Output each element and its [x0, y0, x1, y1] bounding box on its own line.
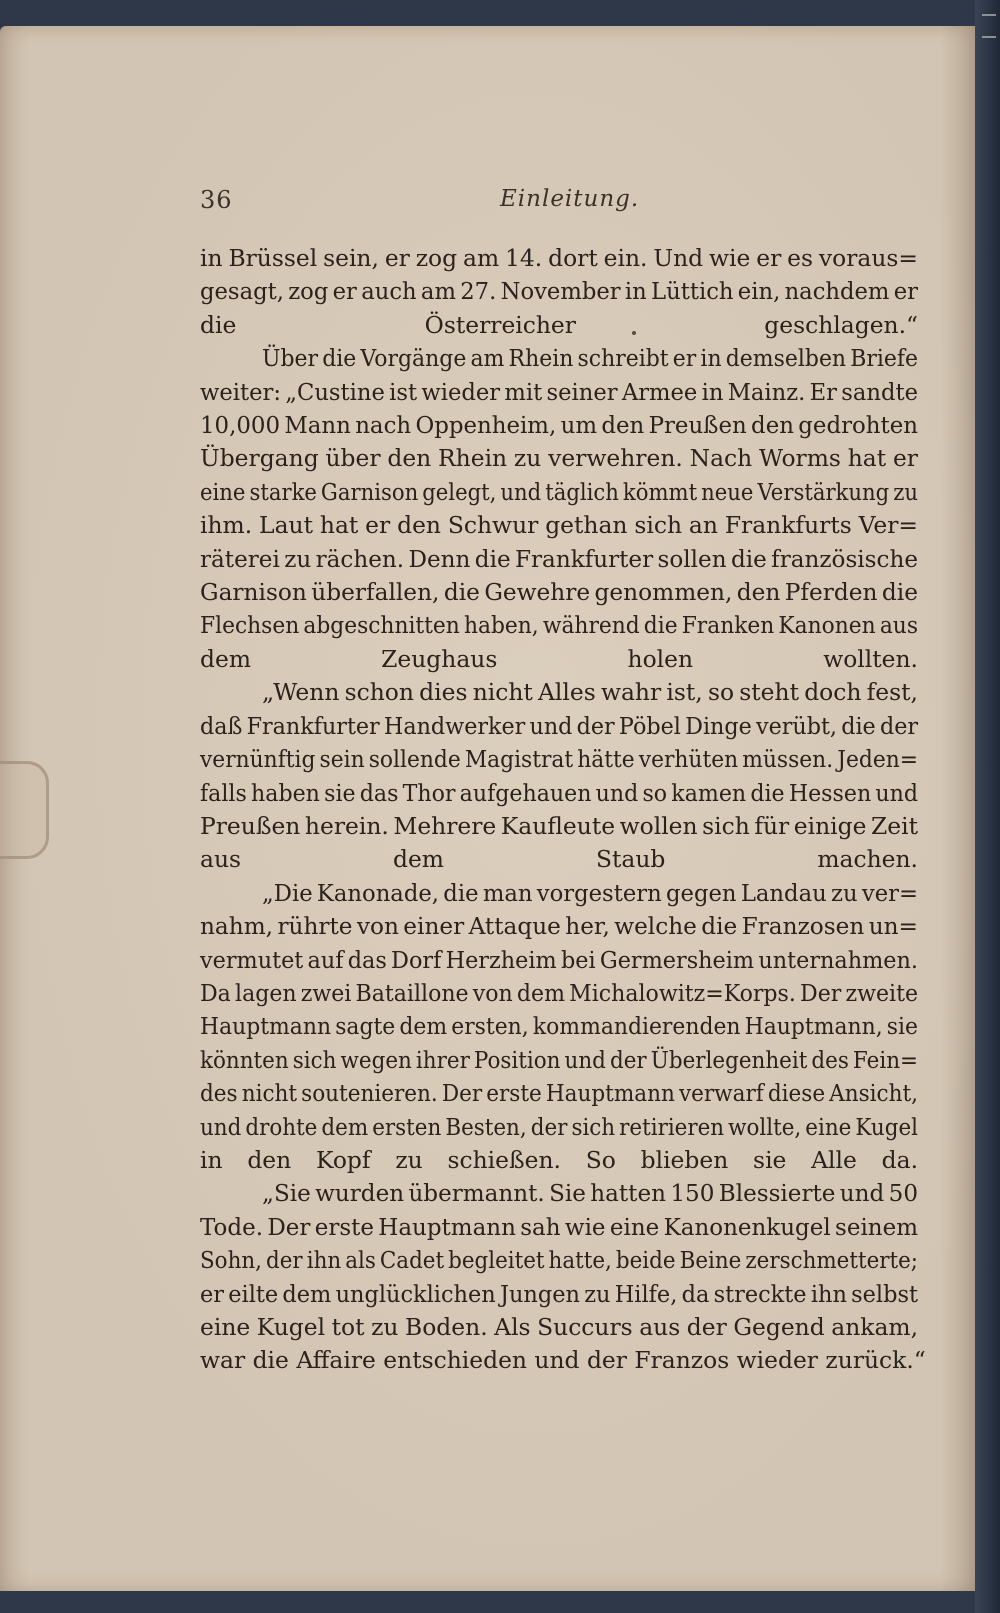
text-line: könnten sich wegen ihrer Position und der Überlegenheit des Fein=	[200, 1045, 918, 1074]
text-line: Da lagen zwei Bataillone von dem Michalowitz=Korps. Der zweite	[200, 978, 918, 1007]
text-line: daß Frankfurter Handwerker und der Pöbel Dinge verübt, die der	[200, 711, 918, 740]
page-clasp-mark	[0, 761, 49, 859]
text-line: weiter: „Custine ist wieder mit seiner Armee in Mainz. Er sandte	[200, 377, 918, 406]
text-line: „Wenn schon dies nicht Alles wahr ist, so steht doch fest,	[262, 678, 918, 707]
page-number: 36	[200, 186, 233, 214]
page-header	[200, 186, 920, 220]
text-line: gesagt, zog er auch am 27. November in Lüttich ein, nachdem er	[200, 277, 918, 306]
book-cover-edge	[975, 0, 1000, 1613]
text-line: Preußen herein. Mehrere Kaufleute wollen sich für einige Zeit	[200, 811, 918, 840]
text-line: vernünftig sein sollende Magistrat hätte verhüten müssen. Jeden=	[200, 745, 918, 774]
text-line: und drohte dem ersten Besten, der sich retirieren wollte, eine Kugel	[200, 1112, 918, 1141]
running-head: Einleitung.	[500, 186, 640, 212]
text-line: in den Kopf zu schießen. So blieben sie Alle da.	[200, 1145, 918, 1174]
paragraph	[200, 342, 918, 676]
text-line: räterei zu rächen. Denn die Frankfurter sollen die französische	[200, 544, 918, 573]
text-line: aus dem Staub machen.	[200, 845, 918, 874]
paragraph	[200, 242, 918, 342]
text-line: eine starke Garnison gelegt, und täglich kömmt neue Verstärkung zu	[200, 477, 918, 506]
text-line: die Österreicher geschlagen.“	[200, 310, 918, 339]
body-text	[200, 242, 926, 1378]
text-line: Übergang über den Rhein zu verwehren. Nach Worms hat er	[200, 444, 918, 473]
text-line: vermutet auf das Dorf Herzheim bei Germersheim unternahmen.	[200, 945, 918, 974]
text-line: Tode. Der erste Hauptmann sah wie eine Kanonenkugel seinem	[200, 1212, 918, 1241]
paragraph	[200, 1177, 926, 1377]
cover-band-mark	[982, 14, 996, 38]
text-line: dem Zeughaus holen wollten.	[200, 644, 918, 673]
text-line: in Brüssel sein, er zog am 14. dort ein. Und wie er es voraus=	[200, 244, 918, 272]
text-line: 10,000 Mann nach Oppenheim, um den Preußen den gedrohten	[200, 411, 918, 440]
text-line: er eilte dem unglücklichen Jungen zu Hilfe, da streckte ihn selbst	[200, 1279, 918, 1308]
text-line: Über die Vorgänge am Rhein schreibt er in demselben Briefe	[262, 344, 918, 373]
paragraph	[200, 676, 918, 876]
text-line: Flechsen abgeschnitten haben, während die Franken Kanonen aus	[200, 611, 918, 640]
text-line: „Die Kanonade, die man vorgestern gegen Landau zu ver=	[262, 878, 918, 907]
paragraph	[200, 877, 918, 1178]
text-line: nahm, rührte von einer Attaque her, welche die Franzosen un=	[200, 912, 918, 941]
text-line: eine Kugel tot zu Boden. Als Succurs aus der Gegend ankam,	[200, 1313, 918, 1341]
text-line: „Sie wurden übermannt. Sie hatten 150 Blessierte und 50	[262, 1179, 918, 1208]
text-line: Hauptmann sagte dem ersten, kommandierenden Hauptmann, sie	[200, 1012, 918, 1041]
text-line: Garnison überfallen, die Gewehre genommen, den Pferden die	[200, 578, 918, 607]
book-page	[0, 26, 975, 1591]
text-line: des nicht soutenieren. Der erste Hauptmann verwarf diese Ansicht,	[200, 1079, 918, 1108]
text-line: Sohn, der ihn als Cadet begleitet hatte, beide Beine zerschmetterte;	[200, 1246, 918, 1275]
text-line: falls haben sie das Thor aufgehauen und so kamen die Hessen und	[200, 778, 918, 807]
text-line: war die Affaire entschieden und der Franzos wieder zurück.“	[200, 1346, 926, 1375]
text-line: ihm. Laut hat er den Schwur gethan sich an Frankfurts Ver=	[200, 511, 918, 540]
